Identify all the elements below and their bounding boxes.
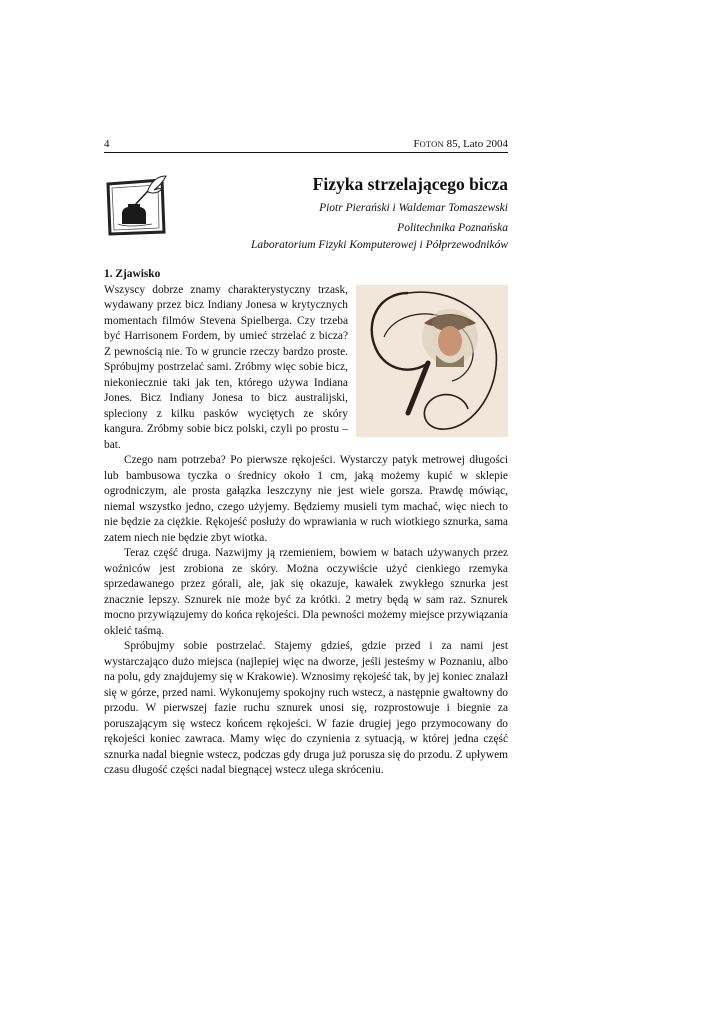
header-rule bbox=[104, 152, 508, 153]
journal-initial: F bbox=[413, 138, 420, 150]
paragraph-4: Spróbujmy sobie postrzelać. Stajemy gdzieś, gdzie przed i za nami jest wystarczająco dużo miejsca (najlepiej więc na dworze, jeśli jesteśmy w Poznaniu, albo na polu, gdy znajdujemy się w Krakowie). Wznosimy rękojeść tak, by jej koniec znalazł się w górze, przed nami. Wykonujemy spokojny ruch wstecz, a następnie gwałtowny do przodu. W pierwszej fazie ruchu sznurek unosi się, rozprostowuje i biegnie za poruszającym się wstecz końcem rękojeści. W fazie drugiej jego przymocowany do rękojeści koniec zawraca. Mamy więc do czynienia z sytuacją, w której jedna część sznurka nadal biegnie wstecz, podczas gdy druga już porusza się do przodu. Z upływem czasu długość części nadal biegnącej wstecz ulega skróceniu. bbox=[104, 640, 508, 776]
paragraph-3: Teraz część druga. Nazwijmy ją rzemieniem, bowiem w batach używanych przez woźniców jest zrobiona ze skóry. Można oczywiście użyć cienkiego rzemyka sprzedawanego przez górali, ale, jak się okazuje, kawałek zwykłego sznurka jest znacznie lepszy. Sznurek nie może być za krótki. 2 metry będą w sam raz. Sznurek mocno przywiązujemy do końca rękojeści. Dla pewności możemy miejsce przywiązania okleić taśmą. bbox=[104, 547, 508, 637]
article-authors: Piotr Pierański i Waldemar Tomaszewski bbox=[319, 202, 508, 214]
issue-info: 85, Lato 2004 bbox=[443, 138, 508, 150]
article-laboratory: Laboratorium Fizyki Komputerowej i Półprzewodników bbox=[250, 239, 508, 251]
article-institution: Politechnika Poznańska bbox=[397, 222, 508, 234]
whip-photo bbox=[356, 285, 508, 437]
article-body bbox=[104, 267, 508, 779]
journal-smallcaps: OTON bbox=[419, 139, 444, 149]
paragraph-1: Wszyscy dobrze znamy charakterystyczny trzask, wydawany przez bicz Indiany Jonesa w krytycznych momentach filmów Stevena Spielberga. Czy trzeba być Harrisonem Fordem, by umieć strzelać z bicza? Z pewnością nie. To w gruncie rzeczy bardzo proste. Spróbujmy postrzelać sami. Zróbmy więc sobie bicz, niekoniecznie taki jak ten, którego używa Indiana Jones. Bicz Indiany Jonesa to bicz australijski, spleciony z kilku pasków wyciętych ze skóry kangura. Zróbmy sobie bicz polski, czyli po prostu – bat. bbox=[104, 283, 508, 454]
inkwell-quill-icon bbox=[104, 174, 170, 236]
page-number: 4 bbox=[104, 138, 110, 150]
running-head bbox=[413, 138, 508, 150]
section-heading: 1. Zjawisko bbox=[104, 268, 161, 280]
paragraph-2: Czego nam potrzeba? Po pierwsze rękojeści. Wystarczy patyk metrowej długości lub bambusowa tyczka o średnicy około 1 cm, jaką możemy kupić w sklepie ogrodniczym, ale prosta gałązka leszczyny nie jest wiele gorsza. Prawdę mówiąc, niemal wszystko jedno, czego użyjemy. Będziemy musieli tym machać, więc niech to nie będzie za ciężkie. Rękojeść posłuży do wprawiania w ruch wiotkiego sznurka, sama zatem niech nie będzie zbyt wiotka. bbox=[104, 454, 508, 544]
article-title: Fizyka strzelającego bicza bbox=[312, 174, 508, 194]
